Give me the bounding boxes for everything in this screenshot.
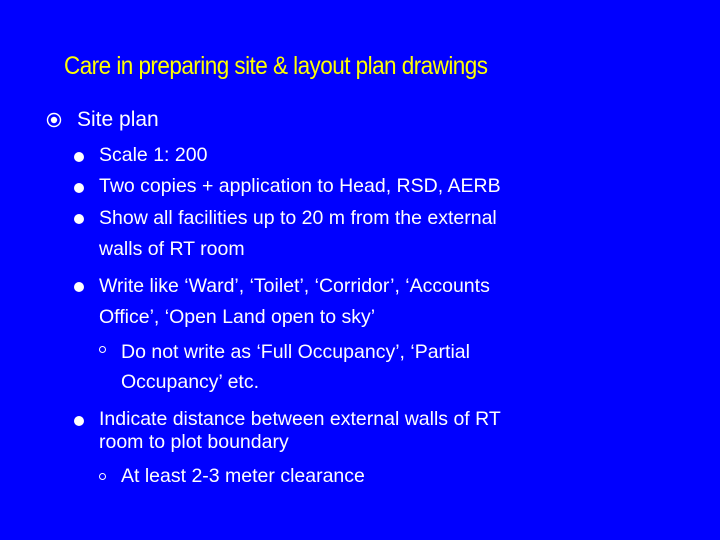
target-bullet-icon — [46, 112, 62, 128]
sub-item-continuation: Occupancy’ etc. — [121, 371, 260, 393]
list-item: Two copies + application to Head, RSD, AERB — [99, 175, 501, 197]
bullet-dot-icon — [74, 416, 84, 426]
list-item: Indicate distance between external walls of RT — [99, 408, 501, 430]
list-item: Show all facilities up to 20 m from the external — [99, 207, 497, 229]
bullet-dot-icon — [74, 282, 84, 292]
sub-bullet-ring-icon — [99, 473, 106, 480]
sub-item: Do not write as ‘Full Occupancy’, ‘Partial — [121, 341, 470, 363]
list-item: Write like ‘Ward’, ‘Toilet’, ‘Corridor’, ‘Accounts — [99, 275, 490, 297]
list-item-continuation: room to plot boundary — [99, 431, 289, 453]
bullet-dot-icon — [74, 183, 84, 193]
sub-item: At least 2-3 meter clearance — [121, 465, 365, 487]
list-item-continuation: walls of RT room — [99, 238, 245, 260]
list-item-continuation: Office’, ‘Open Land open to sky’ — [99, 306, 376, 328]
level1-text: Site plan — [77, 108, 159, 131]
bullet-dot-icon — [74, 152, 84, 162]
sub-bullet-ring-icon — [99, 346, 106, 353]
slide-title: Care in preparing site & layout plan drawings — [64, 52, 488, 80]
bullet-dot-icon — [74, 214, 84, 224]
list-item: Scale 1: 200 — [99, 144, 208, 166]
